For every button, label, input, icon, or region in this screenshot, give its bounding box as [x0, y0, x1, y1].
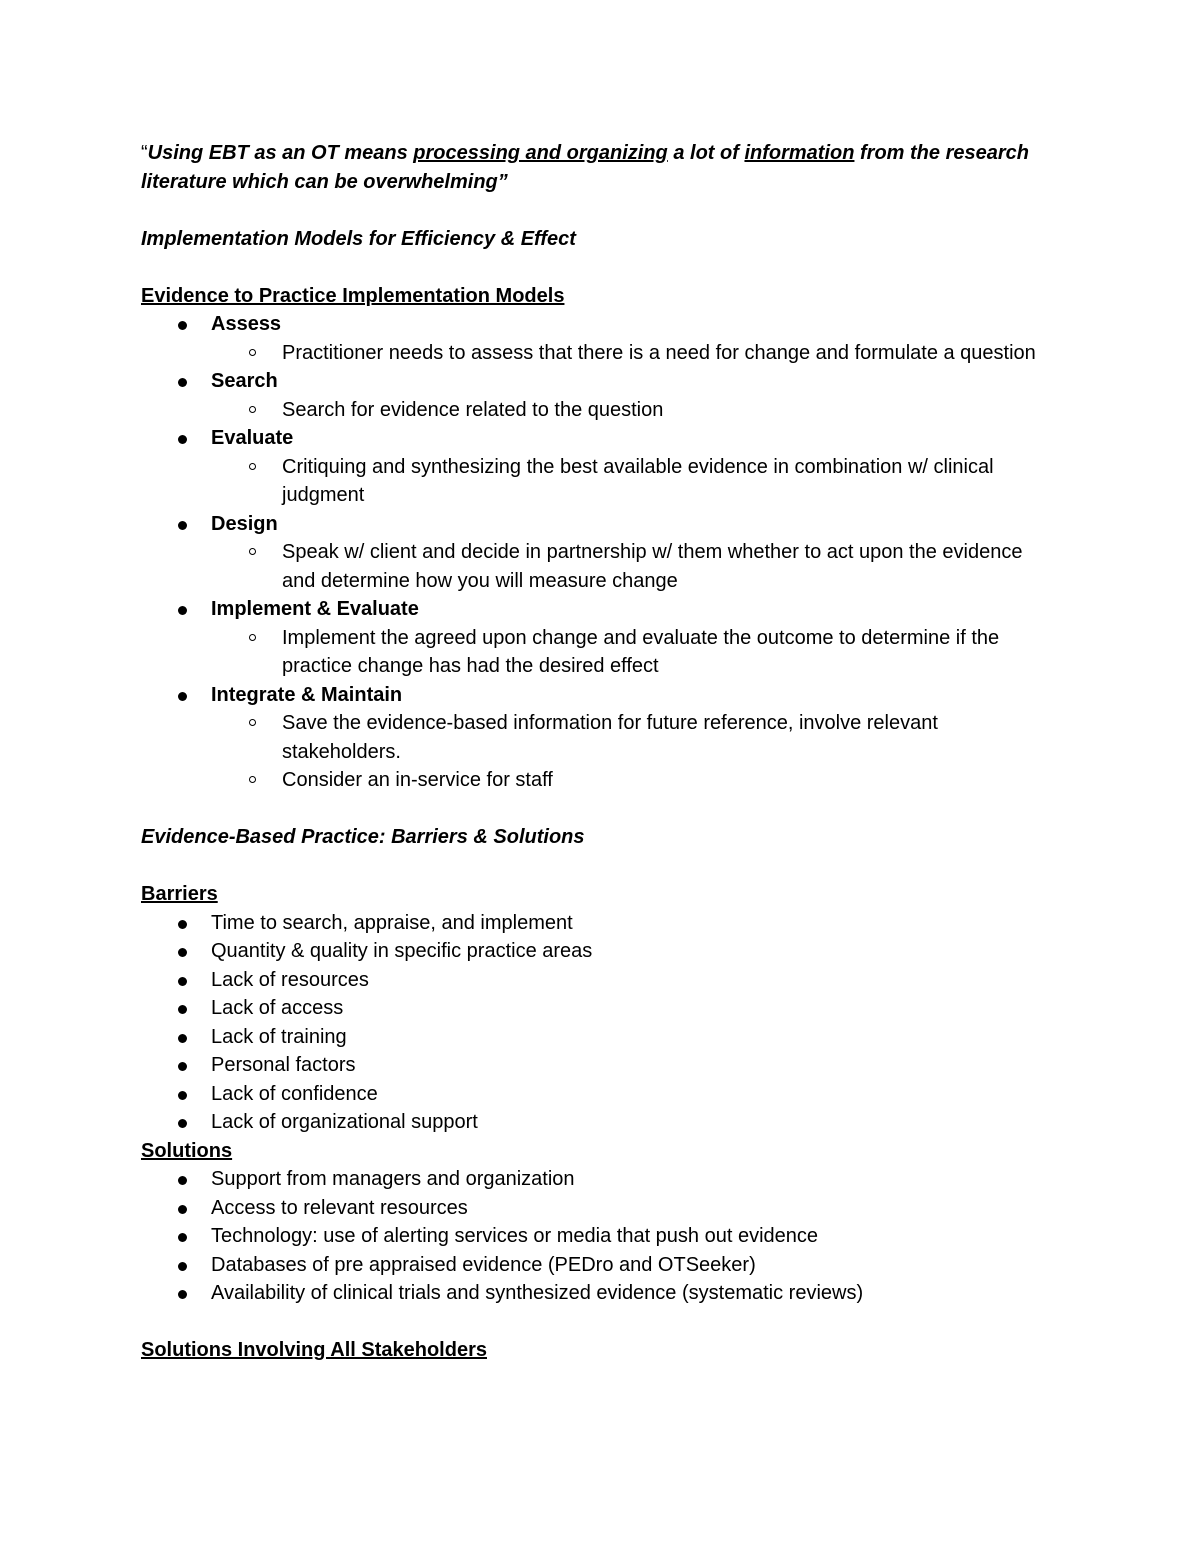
sub-list-item	[211, 766, 1061, 795]
list-item	[141, 937, 1061, 966]
list-item	[141, 994, 1061, 1023]
bullet-icon	[178, 1290, 187, 1299]
sub-list	[211, 709, 1061, 795]
bullet-icon	[178, 1176, 187, 1185]
quote-underlined-2: information	[744, 142, 855, 164]
subhead-barriers: Barriers	[141, 883, 218, 905]
hollow-bullet-icon	[249, 548, 256, 555]
subhead-evidence-to-practice: Evidence to Practice Implementation Models	[141, 284, 565, 307]
bullet-icon	[178, 920, 187, 929]
bullet-icon	[178, 1005, 187, 1014]
list-item	[141, 1194, 1061, 1223]
bullet-icon	[178, 1062, 187, 1071]
bullet-icon	[178, 1091, 187, 1100]
document-page	[141, 139, 1061, 1365]
quote-underlined-1: processing and organizing	[413, 142, 668, 164]
list-item	[141, 1108, 1061, 1137]
list-item-text: Lack of organizational support	[211, 1111, 478, 1133]
bullet-icon	[178, 606, 187, 615]
sub-item-text: Search for evidence related to the question	[282, 398, 664, 421]
list-item-text: Time to search, appraise, and implement	[211, 911, 573, 934]
sub-list-item	[211, 538, 1061, 595]
bullet-icon	[178, 948, 187, 957]
quote-part-3: from the research literature which can be overwhelming”	[141, 142, 1029, 193]
hollow-bullet-icon	[249, 719, 256, 726]
list-item-evaluate	[141, 424, 1061, 510]
step-label: Evaluate	[211, 427, 294, 449]
list-item-text: Access to relevant resources	[211, 1196, 468, 1219]
quote-part-1: Using EBT as an OT means	[147, 142, 414, 164]
list-item-text: Availability of clinical trials and synthesized evidence (systematic reviews)	[211, 1282, 864, 1304]
section-title-implementation: Implementation Models for Efficiency & Effect	[141, 227, 576, 250]
subhead-solutions-stakeholders: Solutions Involving All Stakeholders	[141, 1339, 487, 1361]
bullet-icon	[178, 1233, 187, 1242]
list-item-assess	[141, 310, 1061, 367]
hollow-bullet-icon	[249, 776, 256, 783]
sub-list-item	[211, 339, 1061, 368]
quote-part-2: a lot of	[667, 142, 745, 164]
quote-open-mark: “	[141, 142, 148, 164]
hollow-bullet-icon	[249, 634, 256, 641]
barriers-list	[141, 909, 1061, 1137]
bullet-icon	[178, 1205, 187, 1214]
list-item	[141, 1165, 1061, 1194]
bullet-icon	[178, 692, 187, 701]
hollow-bullet-icon	[249, 406, 256, 413]
list-item-search	[141, 367, 1061, 424]
list-item-text: Lack of resources	[211, 968, 369, 991]
implementation-steps-list	[141, 310, 1061, 795]
sub-list-item	[211, 453, 1061, 510]
bullet-icon	[178, 321, 187, 330]
sub-list	[211, 339, 1061, 368]
list-item-text: Support from managers and organization	[211, 1168, 575, 1190]
list-item	[141, 966, 1061, 995]
list-item-text: Technology: use of alerting services or media that push out evidence	[211, 1225, 819, 1247]
step-label: Design	[211, 512, 278, 535]
solutions-list	[141, 1165, 1061, 1308]
list-item-text: Quantity & quality in specific practice areas	[211, 940, 593, 962]
list-item	[141, 1251, 1061, 1280]
list-item	[141, 1222, 1061, 1251]
sub-item-text: Practitioner needs to assess that there is a need for change and formulate a question	[282, 341, 1036, 364]
section-title-barriers-solutions: Evidence-Based Practice: Barriers & Solutions	[141, 826, 585, 848]
bullet-icon	[178, 977, 187, 986]
step-label: Integrate & Maintain	[211, 683, 403, 706]
sub-list	[211, 538, 1061, 595]
list-item-text: Lack of access	[211, 997, 344, 1019]
list-item	[141, 1023, 1061, 1052]
hollow-bullet-icon	[249, 349, 256, 356]
opening-quote	[141, 139, 1061, 196]
list-item-text: Databases of pre appraised evidence (PEDro and OTSeeker)	[211, 1253, 756, 1276]
hollow-bullet-icon	[249, 463, 256, 470]
sub-list	[211, 453, 1061, 510]
bullet-icon	[178, 1119, 187, 1128]
list-item-implement-evaluate	[141, 595, 1061, 681]
list-item	[141, 1279, 1061, 1308]
sub-list	[211, 396, 1061, 425]
list-item	[141, 1080, 1061, 1109]
sub-list-item	[211, 396, 1061, 425]
sub-list	[211, 624, 1061, 681]
subhead-solutions: Solutions	[141, 1139, 233, 1162]
sub-item-text: Consider an in-service for staff	[282, 769, 553, 791]
step-label: Assess	[211, 313, 282, 335]
list-item-integrate-maintain	[141, 681, 1061, 795]
sub-item-text: Speak w/ client and decide in partnership w/ them whether to act upon the evidence and determine how you will measure change	[282, 541, 1023, 592]
bullet-icon	[178, 1034, 187, 1043]
sub-list-item	[211, 709, 1061, 766]
list-item-text: Lack of confidence	[211, 1082, 378, 1105]
sub-item-text: Critiquing and synthesizing the best available evidence in combination w/ clinical judgment	[282, 455, 994, 506]
sub-item-text: Implement the agreed upon change and evaluate the outcome to determine if the practice change has had the desired effect	[282, 626, 1000, 677]
sub-list-item	[211, 624, 1061, 681]
bullet-icon	[178, 378, 187, 387]
bullet-icon	[178, 1262, 187, 1271]
list-item-design	[141, 510, 1061, 596]
list-item	[141, 1051, 1061, 1080]
list-item	[141, 909, 1061, 938]
bullet-icon	[178, 435, 187, 444]
list-item-text: Lack of training	[211, 1025, 347, 1048]
sub-item-text: Save the evidence-based information for future reference, involve relevant stakeholders.	[282, 712, 938, 763]
list-item-text: Personal factors	[211, 1054, 356, 1076]
step-label: Implement & Evaluate	[211, 598, 419, 620]
bullet-icon	[178, 521, 187, 530]
step-label: Search	[211, 370, 278, 392]
